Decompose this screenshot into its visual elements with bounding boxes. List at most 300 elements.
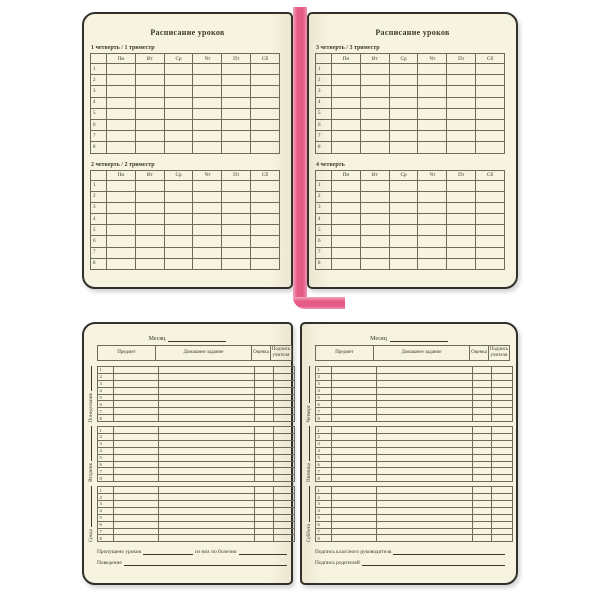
schedule-cell bbox=[107, 180, 136, 191]
schedule-cell bbox=[447, 225, 476, 236]
schedule-cell bbox=[476, 225, 505, 236]
schedule-row bbox=[91, 191, 280, 202]
parents-signature-label: Подпись родителей bbox=[315, 560, 360, 567]
quarter-label-3: 3 четверть / 3 триместр bbox=[316, 45, 380, 51]
teacher-signature-label: Подпись классного руководителя bbox=[315, 549, 392, 556]
day-header: Чт bbox=[418, 170, 447, 180]
schedule-table-q4 bbox=[315, 170, 505, 271]
schedule-cell bbox=[251, 191, 280, 202]
schedule-cell bbox=[251, 119, 280, 130]
day-label-side bbox=[305, 486, 314, 542]
schedule-row bbox=[316, 119, 505, 130]
homework-cell bbox=[376, 408, 472, 415]
subject-cell bbox=[113, 394, 158, 401]
schedule-cell bbox=[447, 119, 476, 130]
homework-cell bbox=[158, 427, 254, 434]
row-number: 4 bbox=[316, 447, 332, 454]
subject-cell bbox=[113, 387, 158, 394]
day-header: Пн bbox=[107, 170, 136, 180]
subject-cell bbox=[113, 440, 158, 447]
subject-cell bbox=[113, 468, 158, 475]
subject-cell bbox=[331, 528, 376, 535]
schedule-cell bbox=[193, 180, 222, 191]
schedule-cell bbox=[476, 191, 505, 202]
lesson-number: 6 bbox=[91, 119, 107, 130]
diary-row bbox=[316, 521, 513, 528]
subject-cell bbox=[331, 440, 376, 447]
day-header: Пн bbox=[332, 170, 361, 180]
signature-cell bbox=[273, 373, 294, 380]
lesson-number: 8 bbox=[91, 258, 107, 269]
diary-row bbox=[316, 380, 513, 387]
diary-header-table bbox=[97, 345, 292, 361]
grade-cell bbox=[254, 427, 273, 434]
lesson-number: 2 bbox=[316, 191, 332, 202]
schedule-cell bbox=[193, 97, 222, 108]
subject-cell bbox=[113, 415, 158, 422]
schedule-cell bbox=[476, 108, 505, 119]
diary-row bbox=[98, 487, 295, 494]
schedule-cell bbox=[332, 131, 361, 142]
page-title: Расписание уроков bbox=[375, 28, 450, 37]
day-label-side bbox=[87, 486, 96, 542]
schedule-cell bbox=[193, 225, 222, 236]
row-number: 8 bbox=[98, 475, 114, 482]
diary-row bbox=[316, 501, 513, 508]
day-header: Сб bbox=[476, 170, 505, 180]
schedule-cell bbox=[135, 64, 164, 75]
schedule-spread bbox=[82, 12, 518, 289]
day-header: Сб bbox=[476, 54, 505, 64]
schedule-cell bbox=[107, 225, 136, 236]
diary-table bbox=[315, 366, 513, 422]
subject-cell bbox=[331, 387, 376, 394]
lesson-number: 4 bbox=[91, 214, 107, 225]
schedule-cell bbox=[107, 191, 136, 202]
schedule-cell bbox=[332, 75, 361, 86]
schedule-cell bbox=[107, 142, 136, 153]
signature-cell bbox=[273, 454, 294, 461]
signature-cell bbox=[273, 535, 294, 542]
row-number: 2 bbox=[316, 373, 332, 380]
row-number: 6 bbox=[316, 461, 332, 468]
row-number: 7 bbox=[316, 408, 332, 415]
schedule-cell bbox=[360, 247, 389, 258]
schedule-cell bbox=[332, 119, 361, 130]
month-blank-line bbox=[168, 340, 226, 342]
homework-cell bbox=[376, 521, 472, 528]
subject-cell bbox=[113, 521, 158, 528]
schedule-cell bbox=[164, 86, 193, 97]
schedule-page-left bbox=[82, 12, 293, 289]
subject-cell bbox=[113, 514, 158, 521]
schedule-cell bbox=[389, 64, 418, 75]
grade-cell bbox=[254, 387, 273, 394]
month-row bbox=[97, 333, 278, 342]
homework-cell bbox=[376, 415, 472, 422]
row-number: 3 bbox=[316, 440, 332, 447]
day-header: Ср bbox=[389, 170, 418, 180]
schedule-cell bbox=[389, 131, 418, 142]
grade-cell bbox=[254, 394, 273, 401]
schedule-cell bbox=[251, 86, 280, 97]
grade-cell bbox=[472, 487, 491, 494]
schedule-cell bbox=[389, 214, 418, 225]
signature-cell bbox=[491, 468, 512, 475]
homework-cell bbox=[158, 494, 254, 501]
schedule-row bbox=[91, 214, 280, 225]
day-header: Пн bbox=[332, 54, 361, 64]
schedule-cell bbox=[222, 214, 251, 225]
due-to-illness-label: из них по болезни bbox=[195, 549, 237, 556]
diary-row bbox=[316, 447, 513, 454]
schedule-cell bbox=[476, 202, 505, 213]
schedule-cell bbox=[418, 225, 447, 236]
diary-row bbox=[98, 415, 295, 422]
schedule-cell bbox=[447, 247, 476, 258]
grade-cell bbox=[472, 468, 491, 475]
diary-row bbox=[98, 528, 295, 535]
schedule-row bbox=[91, 142, 280, 153]
schedule-cell bbox=[164, 131, 193, 142]
day-block-monday bbox=[87, 366, 287, 423]
homework-cell bbox=[376, 454, 472, 461]
diary-row bbox=[316, 427, 513, 434]
teacher-signature-row bbox=[315, 548, 505, 555]
signature-cell bbox=[491, 461, 512, 468]
schedule-cell bbox=[360, 64, 389, 75]
grade-cell bbox=[254, 380, 273, 387]
schedule-row bbox=[316, 247, 505, 258]
signature-cell bbox=[273, 507, 294, 514]
signature-cell bbox=[491, 427, 512, 434]
schedule-cell bbox=[447, 258, 476, 269]
signature-cell bbox=[491, 408, 512, 415]
signature-cell bbox=[491, 501, 512, 508]
diary-column-header: Оценка bbox=[470, 346, 489, 361]
subject-cell bbox=[331, 367, 376, 374]
row-number: 3 bbox=[98, 440, 114, 447]
subject-cell bbox=[331, 447, 376, 454]
diary-row bbox=[98, 440, 295, 447]
subject-cell bbox=[113, 475, 158, 482]
schedule-cell bbox=[222, 97, 251, 108]
homework-cell bbox=[158, 514, 254, 521]
signature-cell bbox=[491, 528, 512, 535]
schedule-cell bbox=[164, 142, 193, 153]
diary-row bbox=[98, 494, 295, 501]
subject-cell bbox=[331, 380, 376, 387]
grade-cell bbox=[254, 401, 273, 408]
subject-cell bbox=[331, 461, 376, 468]
schedule-row bbox=[316, 225, 505, 236]
month-label: Месяц bbox=[148, 336, 166, 342]
schedule-cell bbox=[193, 108, 222, 119]
homework-cell bbox=[376, 447, 472, 454]
schedule-cell bbox=[418, 131, 447, 142]
row-number: 6 bbox=[98, 521, 114, 528]
row-number: 8 bbox=[316, 415, 332, 422]
bookmark-ribbon-tail bbox=[293, 297, 345, 309]
schedule-cell bbox=[447, 202, 476, 213]
schedule-cell bbox=[389, 86, 418, 97]
diary-row bbox=[98, 507, 295, 514]
row-number: 2 bbox=[316, 494, 332, 501]
schedule-cell bbox=[222, 191, 251, 202]
grade-cell bbox=[472, 427, 491, 434]
schedule-cell bbox=[251, 236, 280, 247]
schedule-cell bbox=[222, 131, 251, 142]
diary-table bbox=[97, 366, 295, 422]
schedule-cell bbox=[193, 86, 222, 97]
schedule-cell bbox=[222, 86, 251, 97]
diary-row bbox=[316, 454, 513, 461]
schedule-table-q3 bbox=[315, 53, 505, 154]
homework-cell bbox=[158, 387, 254, 394]
diary-row bbox=[98, 535, 295, 542]
subject-cell bbox=[331, 475, 376, 482]
signature-cell bbox=[491, 447, 512, 454]
schedule-cell bbox=[418, 202, 447, 213]
diary-column-header: Оценка bbox=[252, 346, 271, 361]
schedule-row bbox=[316, 202, 505, 213]
schedule-cell bbox=[164, 191, 193, 202]
schedule-row bbox=[316, 75, 505, 86]
schedule-row bbox=[316, 86, 505, 97]
subject-cell bbox=[331, 521, 376, 528]
schedule-cell bbox=[107, 86, 136, 97]
schedule-cell bbox=[389, 258, 418, 269]
diary-row bbox=[98, 475, 295, 482]
schedule-row bbox=[316, 97, 505, 108]
schedule-cell bbox=[332, 142, 361, 153]
signature-cell bbox=[491, 380, 512, 387]
subject-cell bbox=[331, 415, 376, 422]
grade-cell bbox=[472, 434, 491, 441]
schedule-row bbox=[91, 180, 280, 191]
schedule-cell bbox=[360, 108, 389, 119]
diary-page-left bbox=[82, 322, 293, 585]
diary-row bbox=[98, 461, 295, 468]
diary-row bbox=[98, 380, 295, 387]
day-header: Чт bbox=[193, 54, 222, 64]
schedule-cell bbox=[360, 214, 389, 225]
row-number: 8 bbox=[98, 535, 114, 542]
signature-cell bbox=[491, 454, 512, 461]
grade-cell bbox=[254, 475, 273, 482]
grade-cell bbox=[472, 401, 491, 408]
row-number: 3 bbox=[98, 501, 114, 508]
diary-row bbox=[98, 401, 295, 408]
diary-column-header: Предмет bbox=[98, 346, 156, 361]
lesson-number: 3 bbox=[91, 86, 107, 97]
signature-cell bbox=[273, 434, 294, 441]
schedule-cell bbox=[476, 86, 505, 97]
schedule-cell bbox=[418, 97, 447, 108]
schedule-cell bbox=[360, 142, 389, 153]
lesson-number: 8 bbox=[316, 258, 332, 269]
signature-cell bbox=[491, 401, 512, 408]
corner-cell bbox=[91, 54, 107, 64]
schedule-cell bbox=[135, 108, 164, 119]
schedule-cell bbox=[447, 86, 476, 97]
schedule-row bbox=[91, 236, 280, 247]
day-label: Суббота bbox=[305, 524, 312, 543]
schedule-cell bbox=[476, 180, 505, 191]
schedule-cell bbox=[418, 64, 447, 75]
subject-cell bbox=[113, 501, 158, 508]
grade-cell bbox=[254, 494, 273, 501]
day-label-side bbox=[87, 366, 96, 422]
schedule-cell bbox=[251, 180, 280, 191]
subject-cell bbox=[113, 434, 158, 441]
subject-cell bbox=[331, 468, 376, 475]
row-number: 6 bbox=[98, 401, 114, 408]
signature-cell bbox=[273, 461, 294, 468]
grade-cell bbox=[472, 394, 491, 401]
signature-cell bbox=[491, 535, 512, 542]
lesson-number: 5 bbox=[91, 108, 107, 119]
signature-cell bbox=[273, 427, 294, 434]
diary-row bbox=[316, 401, 513, 408]
schedule-cell bbox=[164, 202, 193, 213]
homework-cell bbox=[158, 415, 254, 422]
schedule-cell bbox=[193, 119, 222, 130]
grade-cell bbox=[472, 501, 491, 508]
diary-footer-left bbox=[97, 548, 287, 566]
behavior-row bbox=[97, 559, 287, 566]
diary-column-header: Домашнее задание bbox=[156, 346, 252, 361]
schedule-row bbox=[316, 64, 505, 75]
homework-cell bbox=[376, 528, 472, 535]
diary-column-header: Подпись учителя bbox=[271, 346, 292, 361]
schedule-cell bbox=[193, 202, 222, 213]
lesson-number: 2 bbox=[91, 191, 107, 202]
row-number: 7 bbox=[98, 528, 114, 535]
day-label: Среда bbox=[87, 529, 94, 543]
schedule-cell bbox=[222, 225, 251, 236]
diary-header-row bbox=[98, 346, 292, 361]
homework-cell bbox=[158, 367, 254, 374]
lesson-number: 8 bbox=[91, 142, 107, 153]
day-header: Ср bbox=[164, 54, 193, 64]
schedule-cell bbox=[135, 75, 164, 86]
schedule-cell bbox=[476, 64, 505, 75]
grade-cell bbox=[254, 434, 273, 441]
row-number: 8 bbox=[316, 475, 332, 482]
homework-cell bbox=[376, 373, 472, 380]
schedule-cell bbox=[135, 86, 164, 97]
schedule-cell bbox=[164, 97, 193, 108]
schedule-cell bbox=[107, 247, 136, 258]
day-block-friday bbox=[305, 426, 505, 483]
diary-row bbox=[98, 427, 295, 434]
day-label-side bbox=[87, 426, 96, 482]
schedule-cell bbox=[251, 247, 280, 258]
homework-cell bbox=[158, 434, 254, 441]
diary-page-right bbox=[300, 322, 518, 585]
subject-cell bbox=[331, 434, 376, 441]
schedule-cell bbox=[164, 258, 193, 269]
schedule-cell bbox=[332, 258, 361, 269]
signature-cell bbox=[491, 367, 512, 374]
schedule-row bbox=[91, 225, 280, 236]
schedule-cell bbox=[418, 119, 447, 130]
subject-cell bbox=[331, 535, 376, 542]
schedule-cell bbox=[447, 236, 476, 247]
homework-cell bbox=[376, 394, 472, 401]
schedule-row bbox=[91, 247, 280, 258]
schedule-cell bbox=[447, 97, 476, 108]
diary-row bbox=[316, 415, 513, 422]
signature-cell bbox=[273, 408, 294, 415]
grade-cell bbox=[254, 535, 273, 542]
row-number: 3 bbox=[316, 380, 332, 387]
day-block-thursday bbox=[305, 366, 505, 423]
subject-cell bbox=[331, 487, 376, 494]
missed-lessons-row bbox=[97, 548, 287, 555]
homework-cell bbox=[376, 401, 472, 408]
diary-row bbox=[316, 461, 513, 468]
row-number: 8 bbox=[98, 415, 114, 422]
homework-cell bbox=[158, 468, 254, 475]
schedule-cell bbox=[164, 75, 193, 86]
schedule-cell bbox=[389, 202, 418, 213]
day-block-saturday bbox=[305, 486, 505, 543]
grade-cell bbox=[472, 408, 491, 415]
quarter-label-4: 4 четверть bbox=[316, 161, 345, 168]
schedule-cell bbox=[476, 258, 505, 269]
diary-header-row bbox=[316, 346, 510, 361]
homework-cell bbox=[158, 373, 254, 380]
schedule-cell bbox=[332, 247, 361, 258]
schedule-cell bbox=[251, 75, 280, 86]
signature-cell bbox=[273, 494, 294, 501]
row-number: 4 bbox=[98, 507, 114, 514]
schedule-cell bbox=[389, 75, 418, 86]
row-number: 2 bbox=[98, 434, 114, 441]
row-number: 4 bbox=[98, 447, 114, 454]
signature-cell bbox=[273, 387, 294, 394]
homework-cell bbox=[376, 501, 472, 508]
corner-cell bbox=[316, 54, 332, 64]
schedule-cell bbox=[193, 258, 222, 269]
day-header: Ср bbox=[389, 54, 418, 64]
grade-cell bbox=[472, 387, 491, 394]
missed-lessons-blank bbox=[143, 553, 193, 555]
homework-cell bbox=[158, 380, 254, 387]
schedule-cell bbox=[135, 131, 164, 142]
lesson-number: 7 bbox=[91, 247, 107, 258]
schedule-cell bbox=[447, 131, 476, 142]
homework-cell bbox=[158, 528, 254, 535]
signature-cell bbox=[273, 528, 294, 535]
row-number: 5 bbox=[316, 454, 332, 461]
month-label: Месяц bbox=[370, 336, 387, 342]
subject-cell bbox=[113, 401, 158, 408]
lesson-number: 3 bbox=[316, 86, 332, 97]
day-label-side bbox=[305, 426, 314, 482]
grade-cell bbox=[254, 528, 273, 535]
homework-cell bbox=[376, 494, 472, 501]
schedule-cell bbox=[251, 258, 280, 269]
row-number: 5 bbox=[98, 394, 114, 401]
grade-cell bbox=[472, 367, 491, 374]
grade-cell bbox=[472, 373, 491, 380]
schedule-row bbox=[91, 97, 280, 108]
schedule-cell bbox=[447, 214, 476, 225]
schedule-cell bbox=[360, 86, 389, 97]
